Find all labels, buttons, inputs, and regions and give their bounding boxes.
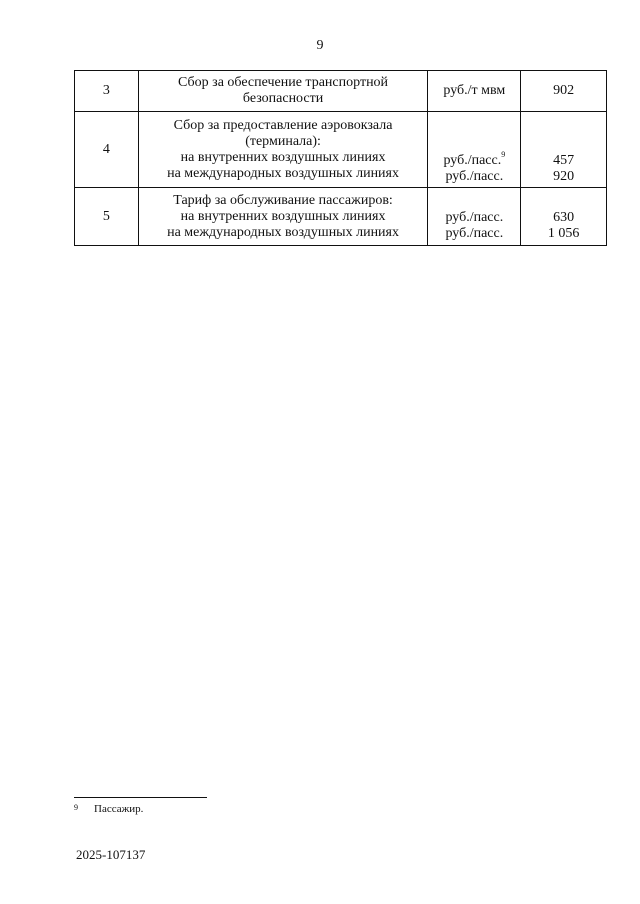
table-row (75, 112, 607, 188)
footnote-text: Пассажир. (94, 803, 144, 815)
footnote-mark: 9 (74, 803, 78, 812)
fee-name (138, 71, 428, 112)
fee-value-line: 630 (553, 210, 575, 225)
document-id: 2025-107137 (76, 847, 146, 862)
fee-name-line: на международных воздушных линиях (167, 224, 399, 240)
fee-unit (428, 112, 521, 188)
fee-name-line: Сбор за предоставление аэровокзала (173, 117, 393, 133)
fee-value-line: 1 056 (547, 226, 580, 241)
fee-unit-line: руб./пасс. (445, 210, 504, 225)
fee-name (138, 112, 428, 188)
fee-name-line: на внутренних воздушных линиях (180, 149, 386, 165)
row-number: 3 (75, 71, 139, 112)
footnote (74, 803, 143, 815)
footnote-divider (74, 797, 207, 798)
fee-unit (428, 71, 521, 112)
fee-name (138, 188, 428, 246)
table-row (75, 188, 607, 246)
fee-name-line: на внутренних воздушных линиях (180, 208, 386, 224)
tariff-table (74, 70, 607, 246)
row-number: 5 (75, 188, 139, 246)
row-number: 4 (75, 112, 139, 188)
fee-value (521, 112, 607, 188)
fee-name-line: безопасности (242, 91, 324, 106)
fee-value-line: 902 (553, 83, 575, 98)
fee-value-line: 920 (553, 169, 575, 184)
fee-unit-line: руб./т мвм (443, 83, 506, 98)
fee-unit-line: руб./пасс. (445, 226, 504, 241)
fee-unit (428, 188, 521, 246)
fee-value (521, 71, 607, 112)
fee-name-line: Сбор за обеспечение транспортной (178, 75, 389, 90)
fee-name-line: Тариф за обслуживание пассажиров: (173, 192, 393, 208)
fee-value (521, 188, 607, 246)
footnote-reference: 9 (501, 150, 506, 160)
table-row (75, 71, 607, 112)
fee-unit-line: руб./пасс. (445, 169, 504, 184)
page-number: 9 (316, 38, 324, 53)
fee-value-line: 457 (553, 153, 575, 168)
fee-name-line: (терминала): (245, 133, 321, 149)
fee-unit-line: руб./пасс.$^9$ (443, 150, 506, 168)
fee-name-line: на международных воздушных линиях (167, 165, 399, 181)
